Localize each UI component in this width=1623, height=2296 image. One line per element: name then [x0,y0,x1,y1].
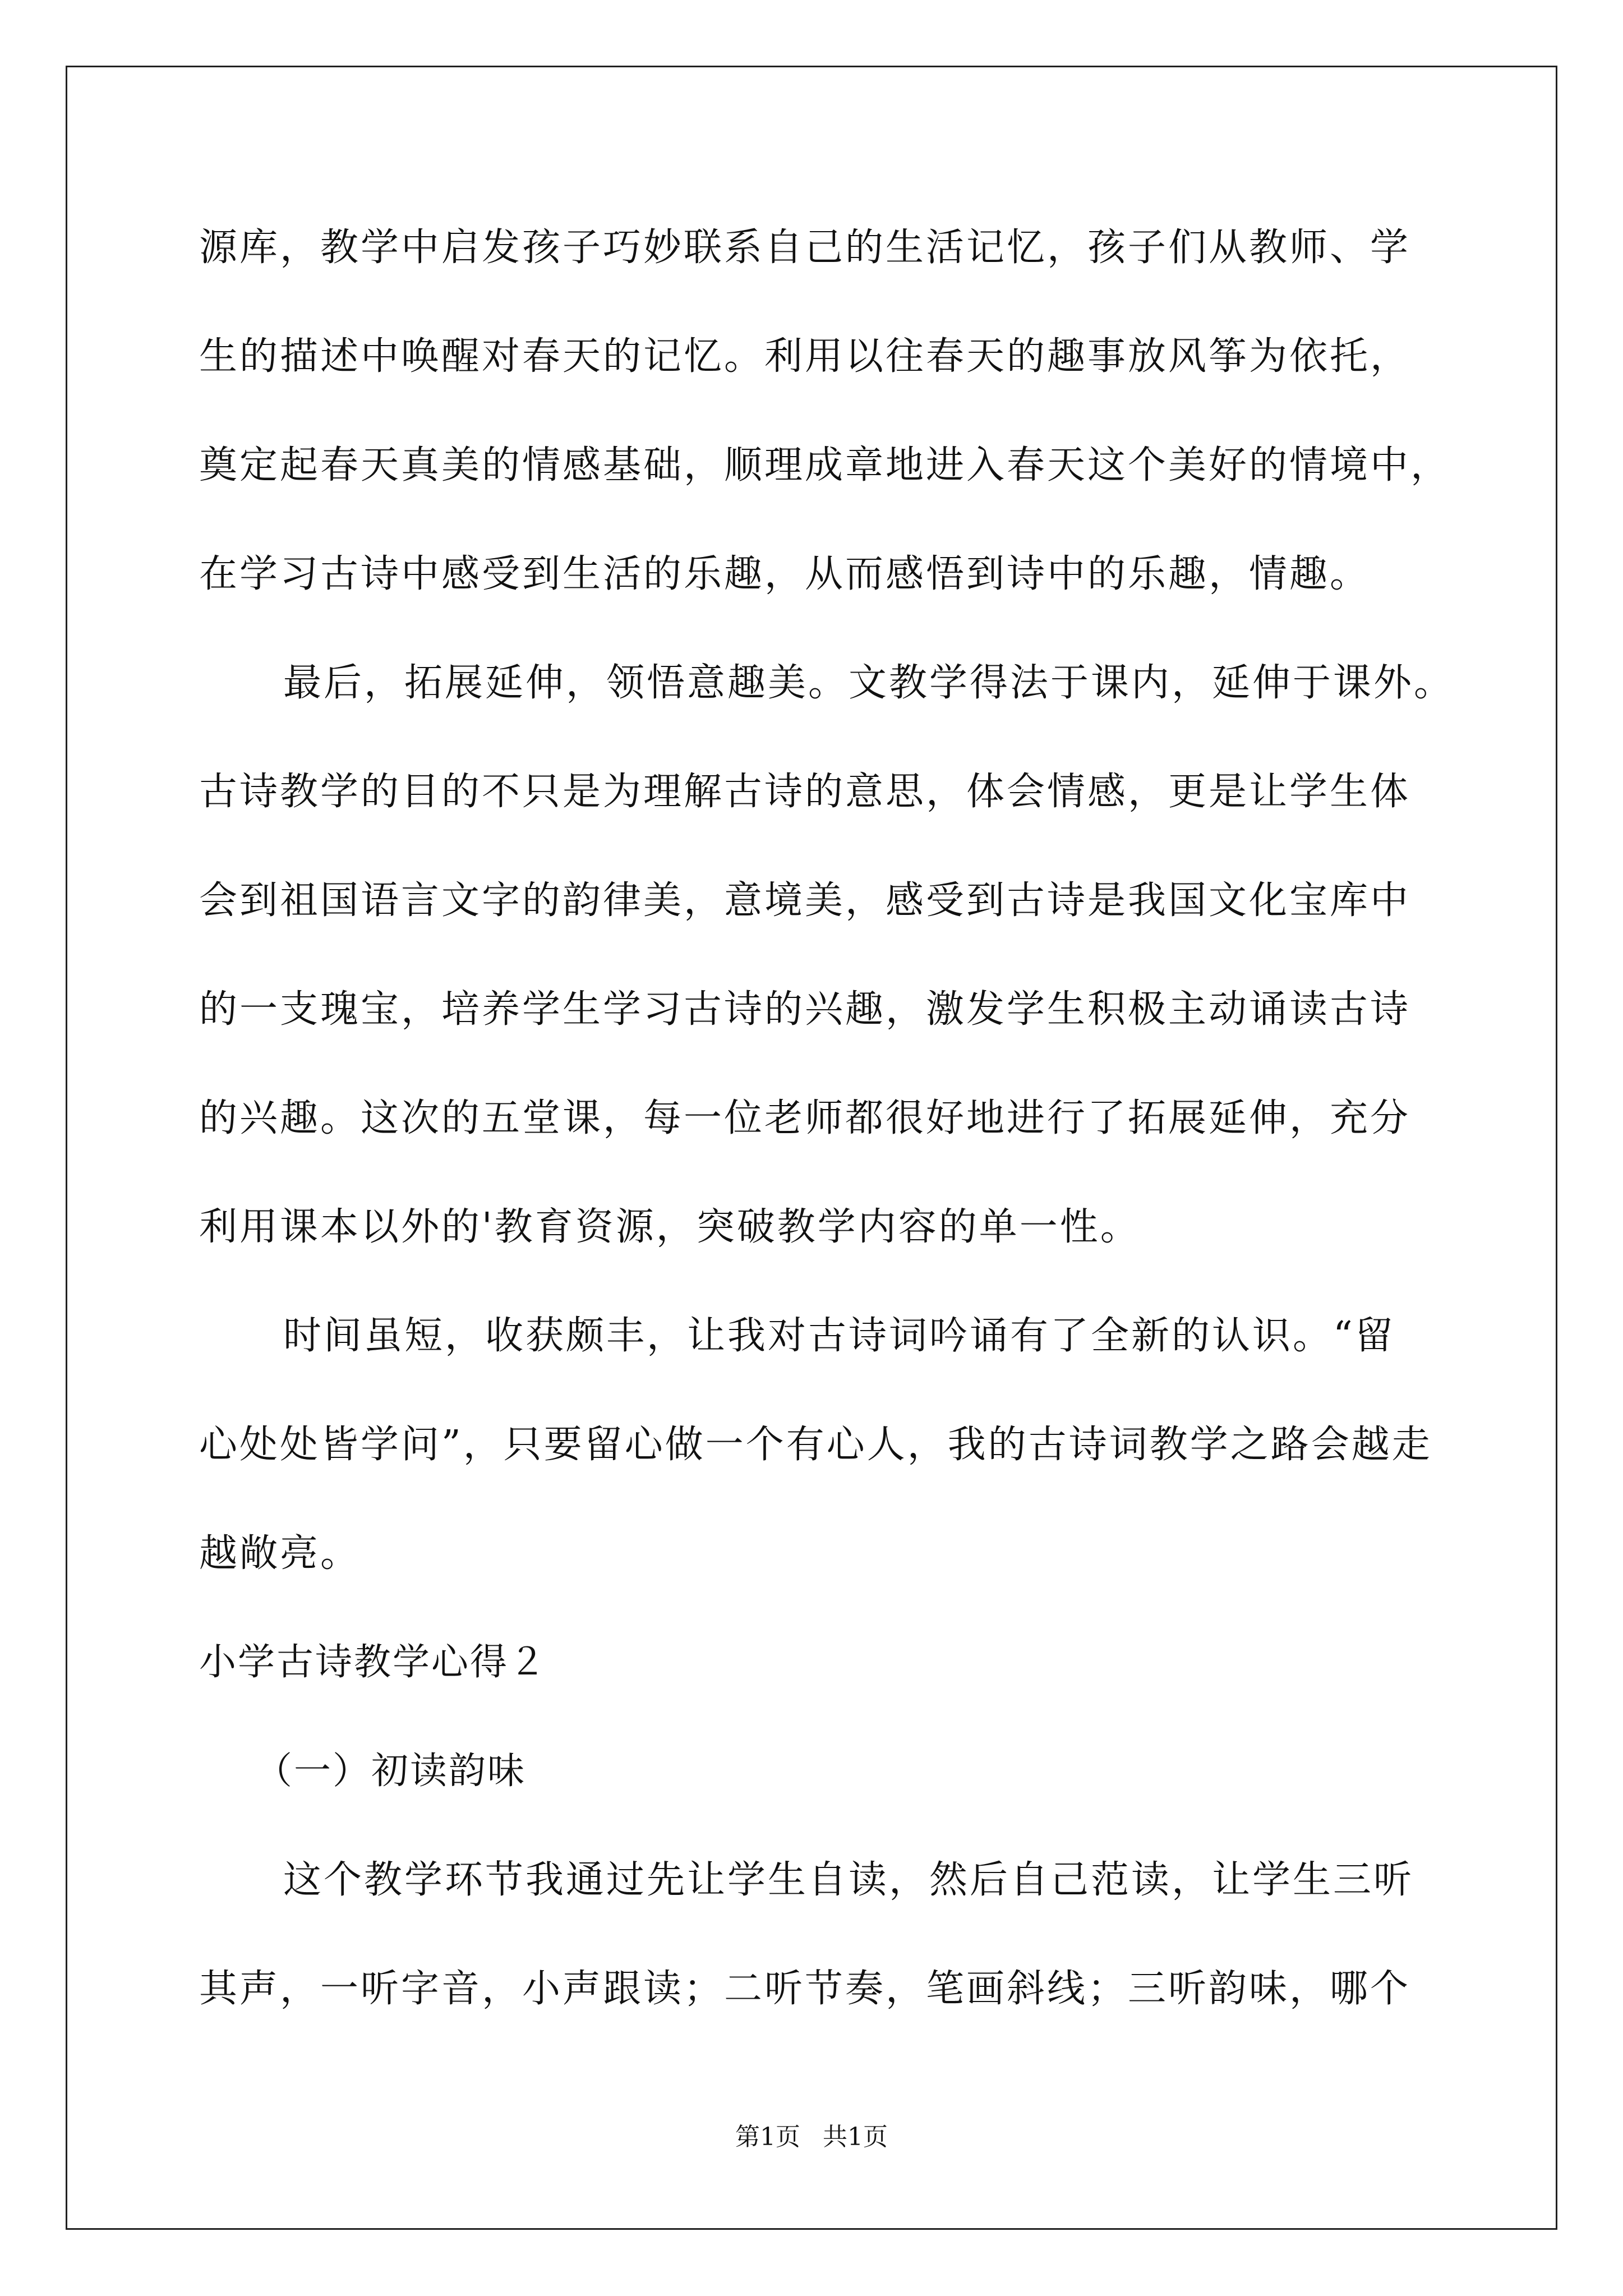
page-border [66,66,1557,2230]
text-line: 时间虽短，收获颇丰，让我对古诗词吟诵有了全新的认识。“留 [283,1314,1395,1358]
text-line: 最后，拓展延伸，领悟意趣美。文教学得法于课内，延伸于课外。 [283,661,1455,705]
text-line: 的一支瑰宝，培养学生学习古诗的兴趣，激发学生积极主动诵读古诗 [199,987,1411,1032]
text-line: 的兴趣。这次的五堂课，每一位老师都很好地进行了拓展延伸，充分 [199,1096,1411,1140]
text-line: 利用课本以外的'教育资源，突破教学内容的单一性。 [199,1205,1141,1249]
page-number: 第1页 [735,2123,800,2151]
text-line: 会到祖国语言文字的韵律美，意境美，感受到古诗是我国文化宝库中 [199,878,1411,923]
text-line: 源库，教学中启发孩子巧妙联系自己的生活记忆，孩子们从教师、学 [199,226,1411,270]
text-line: 生的描述中唤醒对春天的记忆。利用以往春天的趣事放风筝为依托， [199,334,1411,379]
page-total: 共1页 [823,2123,888,2151]
text-line: 古诗教学的目的不只是为理解古诗的意思，体会情感，更是让学生体 [199,770,1411,814]
text-line: 越敞亮。 [199,1531,361,1576]
subsection-heading: （一）初读韵味 [255,1749,526,1792]
page-footer [0,2125,1623,2150]
section-heading: 小学古诗教学心得２ [199,1640,547,1683]
text-line: 这个教学环节我通过先让学生自读，然后自己范读，让学生三听 [283,1858,1414,1902]
text-line: 其声，一听字音，小声跟读；二听节奏，笔画斜线；三听韵味，哪个 [199,1967,1411,2011]
text-line: 奠定起春天真美的情感基础，顺理成章地进入春天这个美好的情境中， [199,443,1451,487]
text-line: 心处处皆学问”，只要留心做一个有心人，我的古诗词教学之路会越走 [199,1423,1432,1467]
text-line: 在学习古诗中感受到生活的乐趣，从而感悟到诗中的乐趣，情趣。 [199,552,1371,596]
